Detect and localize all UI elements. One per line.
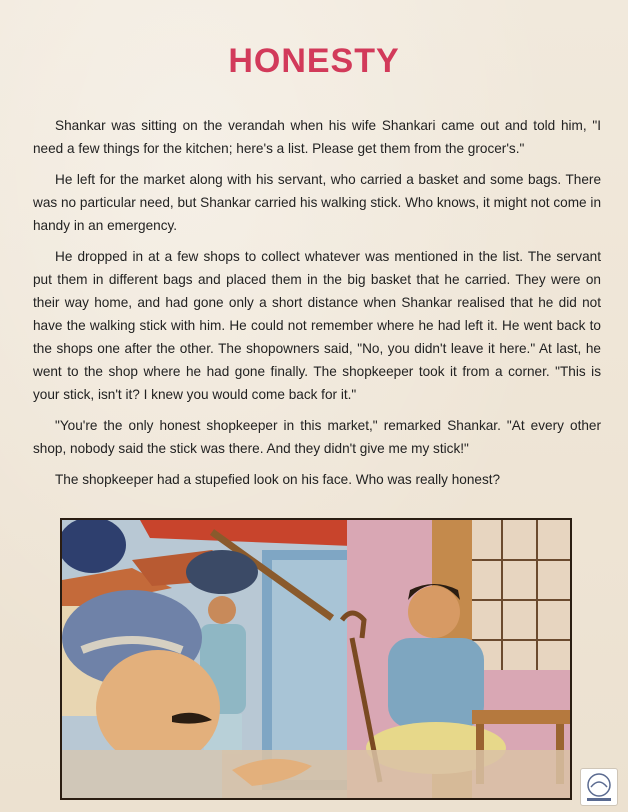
publisher-logo-icon [581,769,617,805]
illustration-shankar-shirt [62,750,222,798]
illustration-table-top [472,710,570,724]
story-title: HONESTY [228,42,400,80]
illustration-servant-head [208,596,236,624]
story-illustration [60,518,572,800]
story-paragraph-2: He left for the market along with his servant, who carried a basket and some bags. There was no particular need, but Shankar carried his walking stick. Who knows, it might not come in handy in an emergency. [33,172,601,233]
story-paragraph-1: Shankar was sitting on the verandah when his wife Shankari came out and told him, "I need a few things for the kitchen; here's a list. Please get them from the grocer's." [33,118,601,156]
story-paragraph-3: He dropped in at a few shops to collect whatever was mentioned in the list. The servant put them in different bags and placed them in the big basket that he carried. They were on their way home, and had gone only a short distance when Shankar realised that he did not have the walking stick with him. He could not remember where he had left it. He went back to the shops one after the other. The shopowners said, "No, you didn't leave it here." At last, he went to the shop where he had gone finally. The shopkeeper took it from a corner. "This is your stick, isn't it? I knew you would come back for it." [33,249,601,402]
story-paragraph-5: The shopkeeper had a stupefied look on his face. Who was really honest? [55,472,501,487]
illustration-shopkeeper-shirt [388,638,484,728]
illustration-shopkeeper-head [408,586,460,638]
illustration-shelves [472,520,570,670]
illustration-door-inner [272,560,348,780]
story-text [33,114,601,499]
publisher-logo [580,768,618,806]
story-paragraph-4: "You're the only honest shopkeeper in this market," remarked Shankar. "At every other shop, nobody said the stick was there. And they didn't give me my stick!" [33,418,601,456]
illustration-basket [186,550,258,594]
illustration-shankar-face [96,650,220,766]
illustration-drawing [62,520,570,798]
